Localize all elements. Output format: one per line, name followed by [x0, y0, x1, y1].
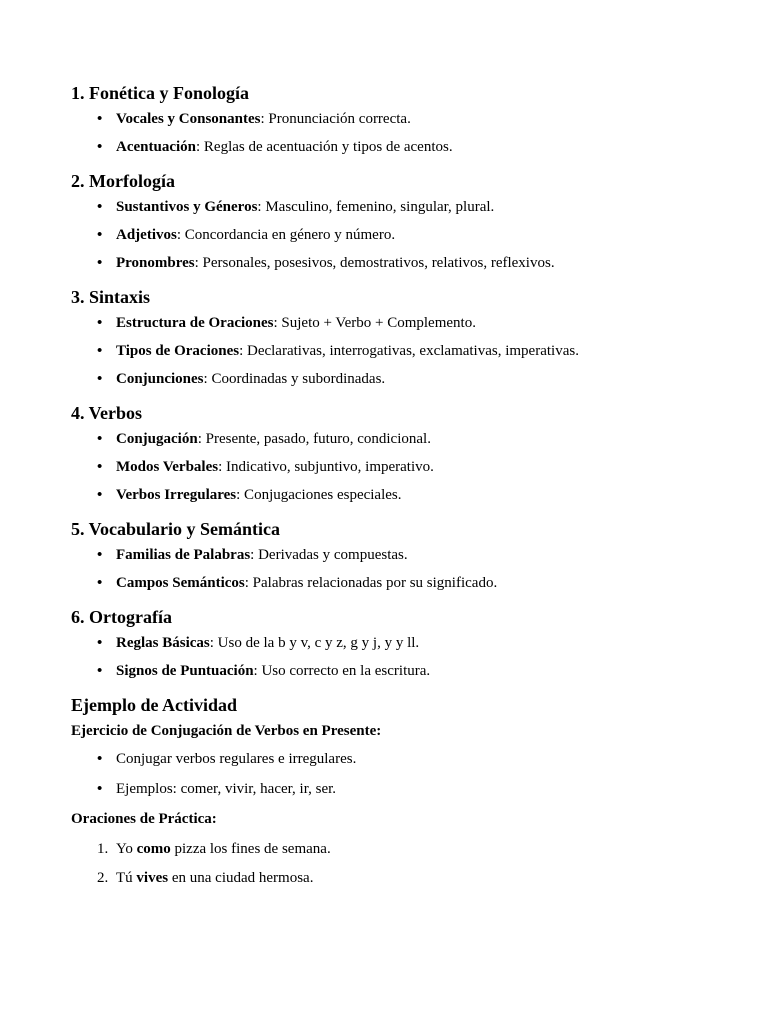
- bullet-icon: •: [97, 199, 103, 215]
- section-fonetica: [71, 80, 711, 158]
- practice-item: [71, 867, 711, 889]
- item-term: Signos de Puntuación: [116, 663, 254, 679]
- item-term: Acentuación: [116, 139, 196, 155]
- practice-heading: Oraciones de Práctica:: [71, 811, 217, 827]
- practice-verb: vives: [136, 870, 169, 886]
- section-vocabulario: [71, 516, 711, 594]
- list-item: [71, 196, 711, 218]
- section-verbos: [71, 400, 711, 506]
- bullet-icon: •: [97, 139, 103, 155]
- exercise-list: [71, 748, 711, 800]
- item-desc: : Conjugaciones especiales.: [236, 487, 402, 503]
- practice-before: Tú: [116, 870, 137, 886]
- section-title: 5. Vocabulario y Semántica: [71, 519, 281, 539]
- list-item: [71, 428, 711, 450]
- item-term: Verbos Irregulares: [116, 487, 237, 503]
- bullet-icon: •: [97, 751, 103, 767]
- bullet-icon: •: [97, 431, 103, 447]
- bullet-icon: •: [97, 227, 103, 243]
- practice-before: Yo: [116, 841, 137, 857]
- item-term: Reglas Básicas: [116, 635, 210, 651]
- item-term: Tipos de Oraciones: [116, 343, 240, 359]
- practice-after: pizza los fines de semana.: [170, 841, 331, 857]
- list-item: [71, 544, 711, 566]
- bullet-icon: •: [97, 459, 103, 475]
- item-term: Familias de Palabras: [116, 547, 251, 563]
- item-desc: : Indicativo, subjuntivo, imperativo.: [218, 459, 434, 475]
- item-desc: : Sujeto + Verbo + Complemento.: [273, 315, 476, 331]
- exercise-text: Ejemplos: comer, vivir, hacer, ir, ser.: [116, 781, 337, 797]
- item-desc: : Derivadas y compuestas.: [250, 547, 408, 563]
- item-term: Conjunciones: [116, 371, 204, 387]
- item-desc: : Presente, pasado, futuro, condicional.: [197, 431, 431, 447]
- item-desc: : Uso correcto en la escritura.: [253, 663, 431, 679]
- section-list: [71, 632, 711, 682]
- item-term: Pronombres: [116, 255, 195, 271]
- list-item: [71, 252, 711, 274]
- list-item: [71, 108, 711, 130]
- list-item: [71, 224, 711, 246]
- bullet-icon: •: [97, 255, 103, 271]
- example-title: Ejemplo de Actividad: [71, 695, 238, 715]
- practice-after: en una ciudad hermosa.: [168, 870, 314, 886]
- item-desc: : Declarativas, interrogativas, exclamativas, imperativas.: [239, 343, 579, 359]
- bullet-icon: •: [97, 575, 103, 591]
- bullet-icon: •: [97, 547, 103, 563]
- section-ortografia: [71, 604, 711, 682]
- list-item: [71, 484, 711, 506]
- section-sintaxis: [71, 284, 711, 390]
- example-activity: [71, 692, 711, 889]
- section-title: 4. Verbos: [71, 403, 143, 423]
- item-number: 1.: [97, 841, 109, 857]
- item-desc: : Concordancia en género y número.: [176, 227, 396, 243]
- item-desc: : Reglas de acentuación y tipos de acentos.: [196, 139, 453, 155]
- item-term: Conjugación: [116, 431, 198, 447]
- item-term: Sustantivos y Géneros: [116, 199, 258, 215]
- list-item: [71, 572, 711, 594]
- bullet-icon: •: [97, 635, 103, 651]
- bullet-icon: •: [97, 111, 103, 127]
- section-list: [71, 196, 711, 274]
- bullet-icon: •: [97, 781, 103, 797]
- list-item: [71, 660, 711, 682]
- document-page: [71, 80, 711, 889]
- exercise-text: Conjugar verbos regulares e irregulares.: [116, 751, 357, 767]
- section-list: [71, 312, 711, 390]
- list-item: [71, 632, 711, 654]
- practice-item: [71, 838, 711, 860]
- item-desc: : Personales, posesivos, demostrativos, relativos, reflexivos.: [194, 255, 555, 271]
- practice-list: [71, 838, 711, 889]
- section-morfologia: [71, 168, 711, 274]
- list-item: [71, 748, 711, 770]
- bullet-icon: •: [97, 315, 103, 331]
- item-desc: : Pronunciación correcta.: [260, 111, 411, 127]
- list-item: [71, 340, 711, 362]
- item-number: 2.: [97, 870, 109, 886]
- section-list: [71, 428, 711, 506]
- item-term: Modos Verbales: [116, 459, 219, 475]
- bullet-icon: •: [97, 487, 103, 503]
- item-term: Campos Semánticos: [116, 575, 245, 591]
- list-item: [71, 778, 711, 800]
- item-term: Vocales y Consonantes: [116, 111, 261, 127]
- item-term: Estructura de Oraciones: [116, 315, 274, 331]
- section-list: [71, 544, 711, 594]
- list-item: [71, 136, 711, 158]
- section-title: 2. Morfología: [71, 171, 175, 191]
- section-list: [71, 108, 711, 158]
- bullet-icon: •: [97, 371, 103, 387]
- practice-verb: como: [136, 841, 171, 857]
- bullet-icon: •: [97, 663, 103, 679]
- list-item: [71, 312, 711, 334]
- item-desc: : Masculino, femenino, singular, plural.: [257, 199, 495, 215]
- section-title: 6. Ortografía: [71, 607, 172, 627]
- list-item: [71, 456, 711, 478]
- section-title: 3. Sintaxis: [71, 287, 151, 307]
- list-item: [71, 368, 711, 390]
- exercise-heading: Ejercicio de Conjugación de Verbos en Presente:: [71, 723, 382, 739]
- bullet-icon: •: [97, 343, 103, 359]
- item-term: Adjetivos: [116, 227, 177, 243]
- item-desc: : Coordinadas y subordinadas.: [203, 371, 386, 387]
- item-desc: : Uso de la b y v, c y z, g y j, y y ll.: [209, 635, 420, 651]
- section-title: 1. Fonética y Fonología: [71, 83, 249, 103]
- item-desc: : Palabras relacionadas por su significado.: [244, 575, 498, 591]
